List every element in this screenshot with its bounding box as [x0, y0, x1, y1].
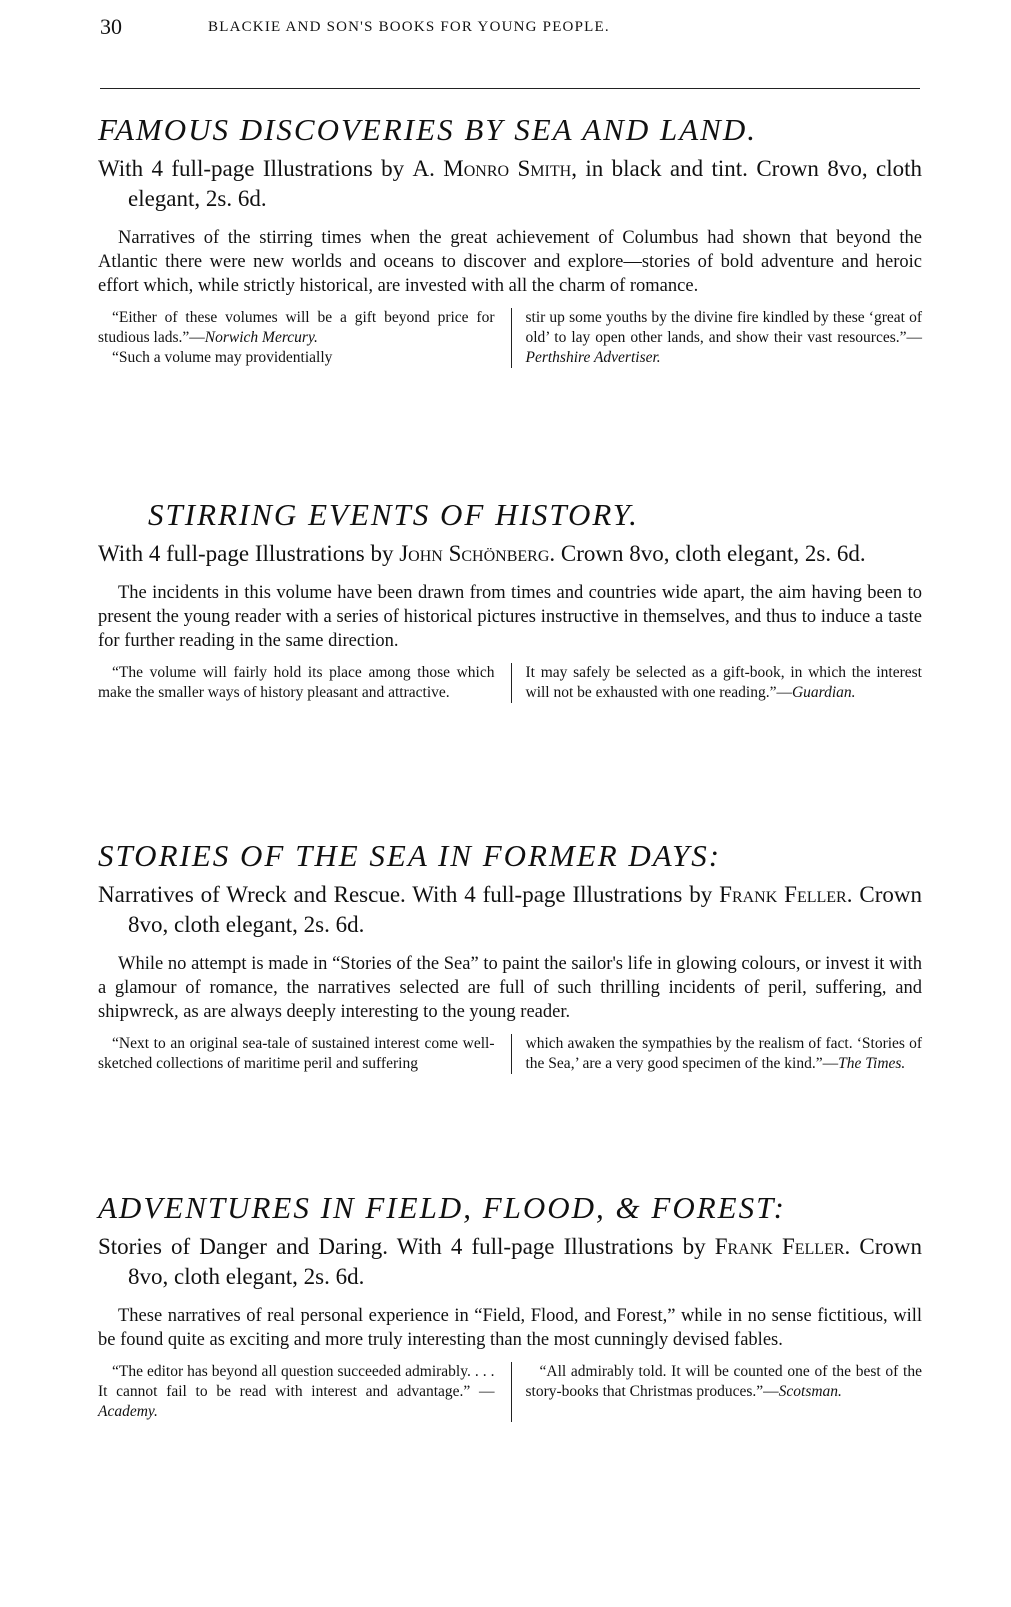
book-description: Narratives of the stirring times when the great achievement of Columbus had shown that beyond the Atlantic there were new worlds and oceans to discover and explore—stories of bold adventure and heroic effort which, while strictly historical, are invested with all the charm of romance.	[98, 228, 922, 296]
subtitle-text: With 4 full-page Illustrations by	[98, 541, 400, 566]
review-text: which awaken the sympathies by the realism of fact. ‘Stories of the Sea,’ are a very good specimen of the kind.”—	[525, 1035, 922, 1072]
book-subtitle	[98, 880, 922, 940]
book-title: STORIES OF THE SEA IN FORMER DAYS:	[98, 838, 722, 873]
subtitle-text: Stories of Danger and Daring. With 4 full-page Illustrations by	[98, 1234, 715, 1259]
review-quote	[526, 308, 923, 368]
book-entry-stories-of-the-sea	[98, 838, 922, 1074]
illustrator-name: A. Monro Smith	[412, 156, 572, 181]
review-text: It may safely be selected as a gift-book, in which the interest will not be exhausted with one reading.”—	[525, 664, 922, 701]
book-subtitle	[98, 154, 922, 214]
subtitle-text: Narratives of Wreck and Rescue. With 4 full-page Illustrations by	[98, 882, 720, 907]
subtitle-text: With 4 full-page Illustrations by	[98, 156, 413, 181]
review-source: Norwich Mercury.	[204, 329, 318, 346]
subtitle-price: . Crown 8vo, cloth elegant, 2s. 6d.	[128, 1234, 922, 1289]
review-column-right	[511, 308, 923, 368]
running-title: BLACKIE AND SON'S BOOKS FOR YOUNG PEOPLE.	[208, 19, 610, 35]
page-header	[100, 14, 920, 48]
illustrator-name: John Schönberg	[399, 541, 550, 566]
review-column-left	[98, 1034, 511, 1074]
review-column-left	[98, 1362, 511, 1422]
book-entry-stirring-events	[98, 497, 922, 703]
press-reviews	[98, 308, 922, 368]
review-quote	[98, 308, 495, 348]
subtitle-price: . Crown 8vo, cloth elegant, 2s. 6d.	[128, 882, 922, 937]
book-subtitle	[98, 539, 922, 569]
book-entry-adventures-field-flood-forest	[98, 1190, 922, 1422]
book-title: STIRRING EVENTS OF HISTORY.	[148, 497, 639, 532]
press-reviews	[98, 663, 922, 703]
press-reviews	[98, 1362, 922, 1422]
review-source: Perthshire Advertiser.	[525, 349, 661, 366]
book-description: The incidents in this volume have been drawn from times and countries wide apart, the aim having been to present the young reader with a series of historical pictures instructive in themselves, and thus to induce a taste for further reading in the same direction.	[98, 583, 922, 651]
review-quote	[98, 1362, 495, 1422]
review-quote	[526, 663, 923, 703]
press-reviews	[98, 1034, 922, 1074]
review-column-right	[511, 1362, 923, 1422]
review-column-right	[511, 1034, 923, 1074]
review-column-right	[511, 663, 923, 703]
book-description: While no attempt is made in “Stories of the Sea” to paint the sailor's life in glowing colours, or invest it with a glamour of romance, the narratives selected are full of such thrilling incidents of peril, suffering, and shipwreck, as are always deeply interesting to the young reader.	[98, 954, 922, 1022]
book-entry-famous-discoveries	[98, 112, 922, 368]
review-quote	[98, 1034, 495, 1074]
review-text: “The editor has beyond all question succeeded admirably. . . . It cannot fail to be read with interest and advantage.” —	[98, 1363, 495, 1400]
review-quote	[98, 663, 495, 703]
book-description: These narratives of real personal experience in “Field, Flood, and Forest,” while in no sense fictitious, will be found quite as exciting and more truly interesting than the most cunningly devised fables.	[98, 1306, 922, 1350]
review-text: “Next to an original sea-tale of sustained interest come well-sketched collections of maritime peril and suffering	[98, 1035, 495, 1072]
illustrator-name: Frank Feller	[719, 882, 847, 907]
book-title: ADVENTURES IN FIELD, FLOOD, & FOREST:	[98, 1190, 786, 1225]
review-text: stir up some youths by the divine fire kindled by these ‘great of old’ to lay open other lands, and show their vast resources.”—	[525, 309, 922, 346]
review-quote	[526, 1034, 923, 1074]
review-source: Guardian.	[791, 684, 856, 701]
review-column-left	[98, 663, 511, 703]
subtitle-price: . Crown 8vo, cloth elegant, 2s. 6d.	[549, 541, 866, 566]
review-quote	[526, 1362, 923, 1402]
review-column-left	[98, 308, 511, 368]
review-text: “Such a volume may providentially	[112, 349, 333, 366]
review-text: “The volume will fairly hold its place among those which make the smaller ways of history pleasant and attractive.	[98, 664, 495, 701]
review-text: “All admirably told. It will be counted one of the best of the story-books that Christmas produces.”—	[525, 1363, 922, 1400]
book-subtitle	[98, 1232, 922, 1292]
page-number: 30	[100, 14, 122, 39]
subtitle-price: , in black and tint. Crown 8vo, cloth elegant, 2s. 6d.	[128, 156, 922, 211]
review-text: “Either of these volumes will be a gift beyond price for studious lads.”—	[98, 309, 495, 346]
illustrator-name: Frank Feller	[714, 1234, 845, 1259]
review-quote	[98, 348, 495, 368]
header-rule	[100, 88, 920, 89]
review-source: Academy.	[98, 1403, 158, 1420]
review-source: The Times.	[838, 1055, 906, 1072]
book-title: FAMOUS DISCOVERIES BY SEA AND LAND.	[98, 112, 757, 147]
review-source: Scotsman.	[778, 1383, 842, 1400]
